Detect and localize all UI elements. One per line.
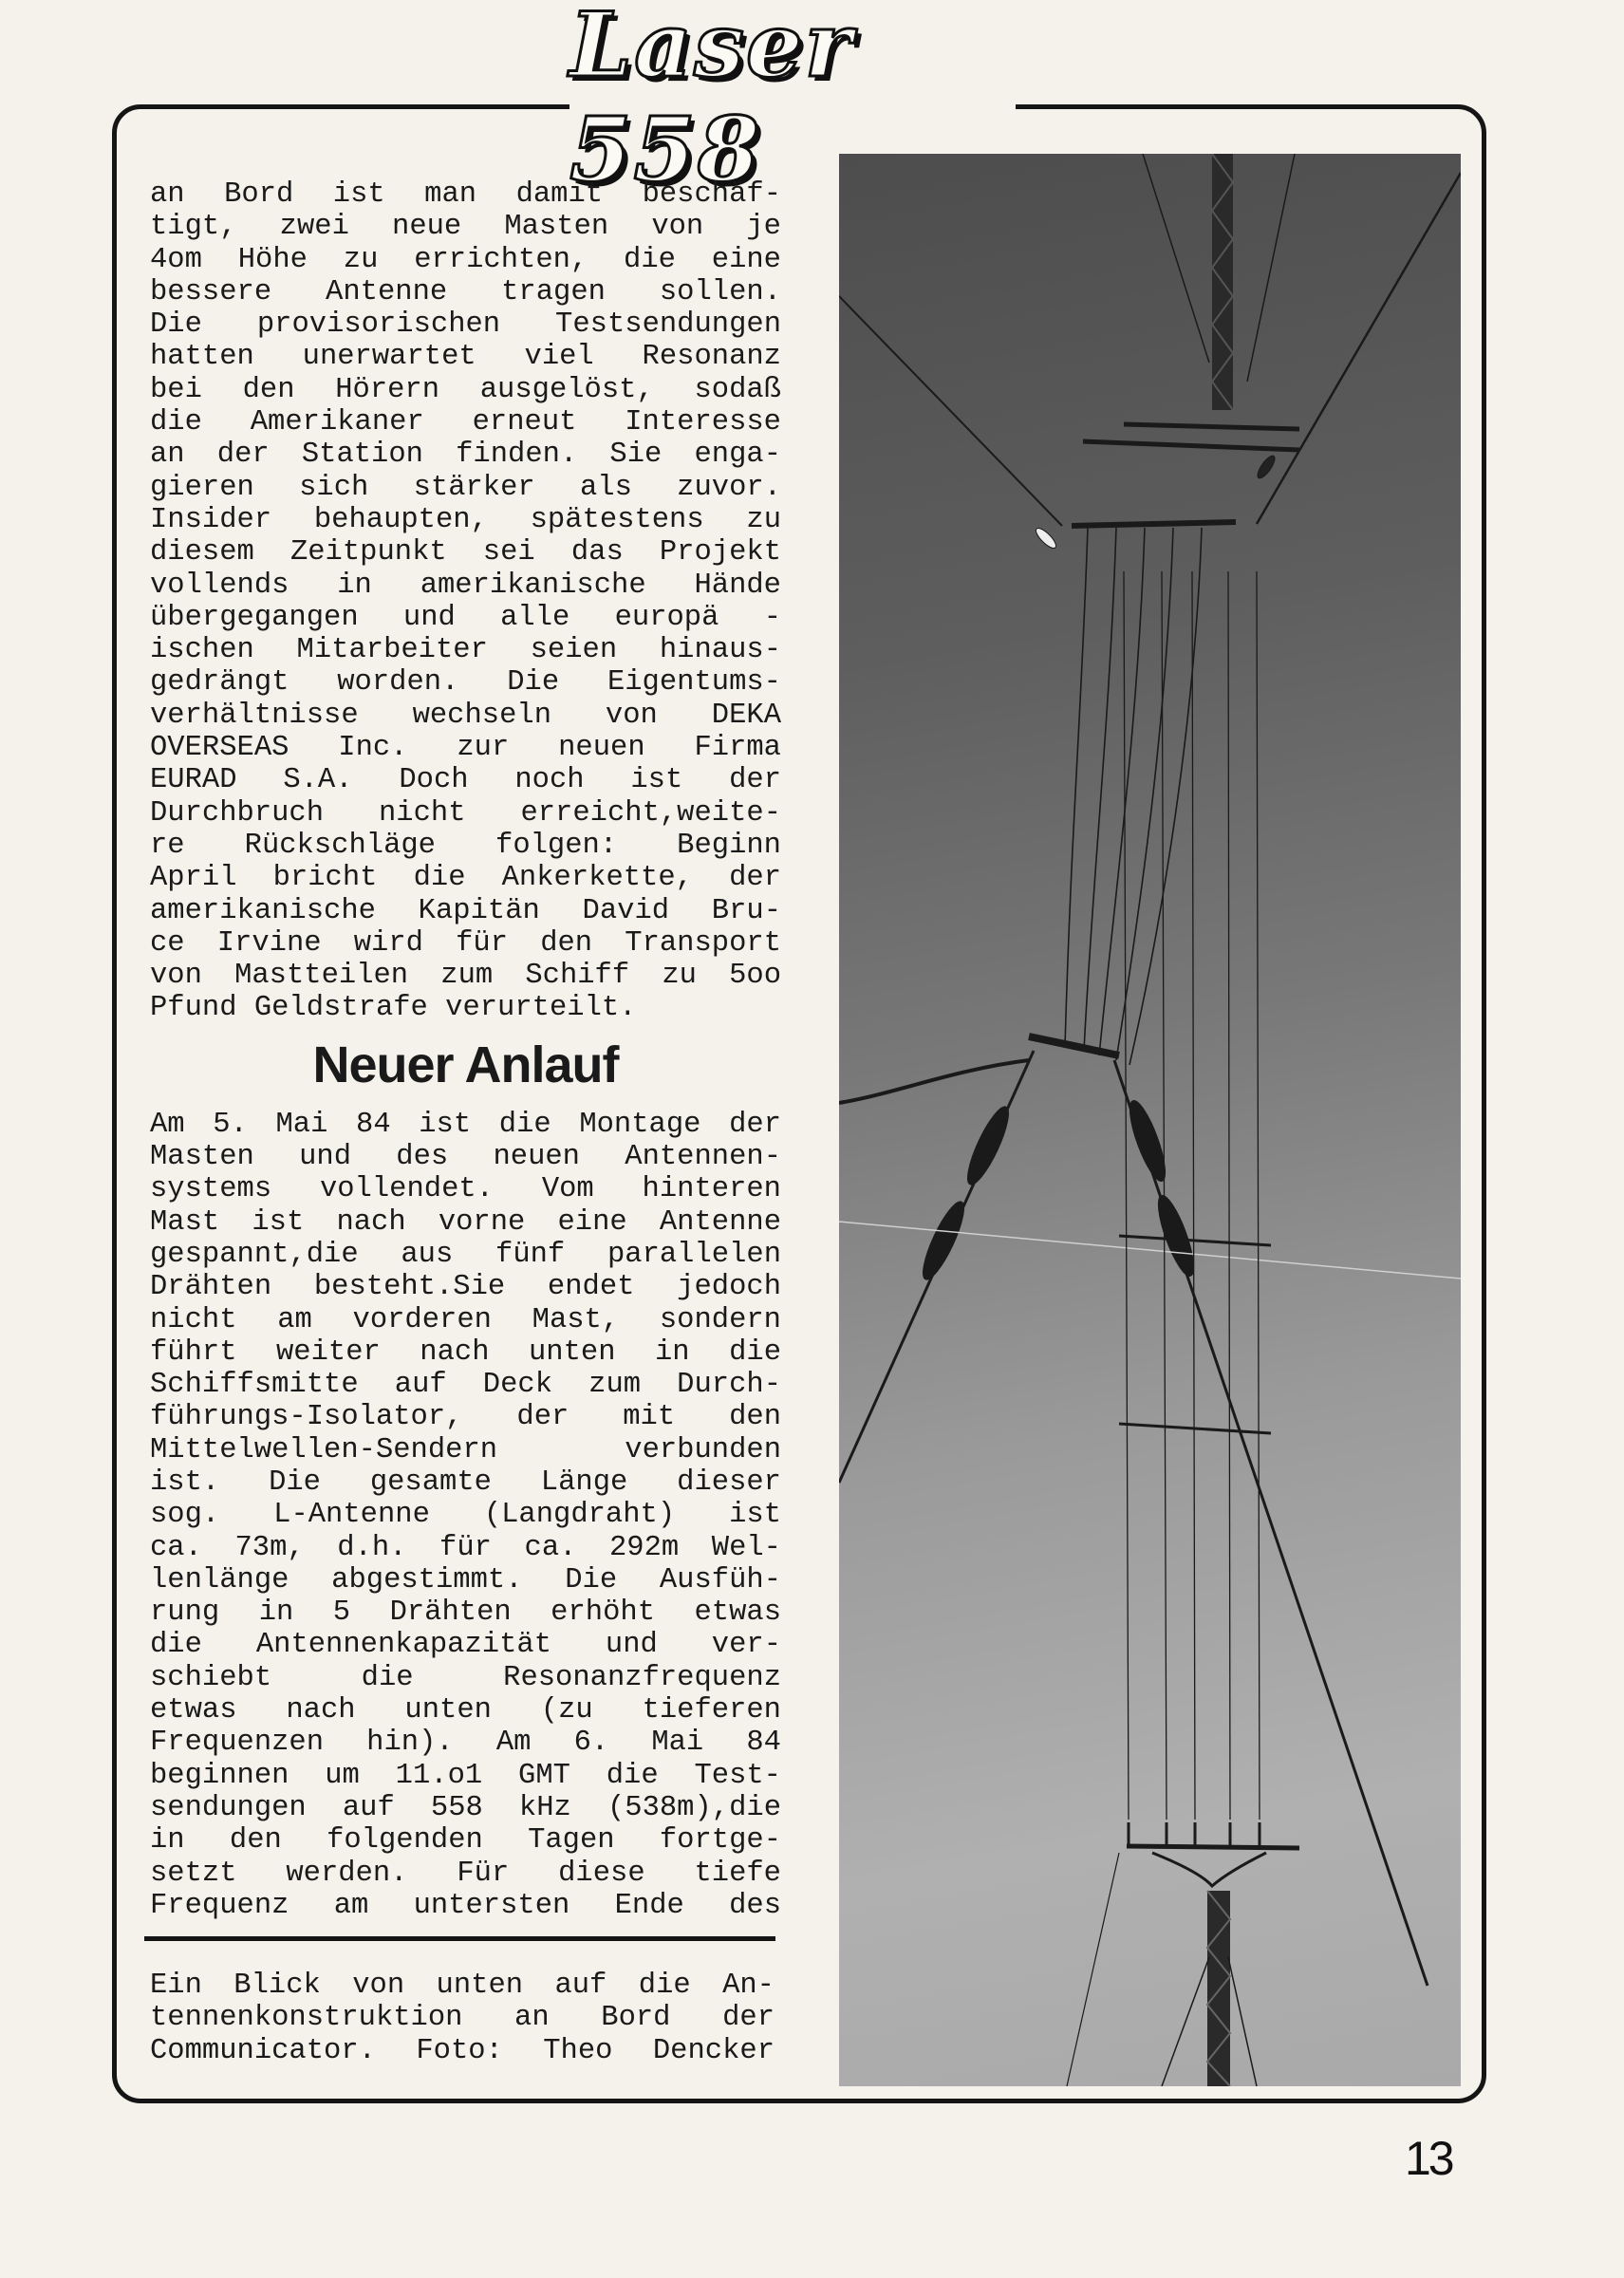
text-line: Insider behaupten, spätestens zu [150, 503, 781, 536]
antenna-illustration [839, 154, 1461, 2086]
text-line: sendungen auf 558 kHz (538m),die [150, 1791, 781, 1824]
text-line: re Rückschläge folgen: Beginn [150, 829, 781, 862]
text-line: Durchbruch nicht erreicht,weite- [150, 796, 781, 830]
text-line: ischen Mitarbeiter seien hinaus- [150, 634, 781, 667]
article-paragraph-2 [150, 1109, 781, 1922]
text-line: Schiffsmitte auf Deck zum Durch- [150, 1369, 781, 1402]
text-line: lenlänge abgestimmt. Die Ausfüh- [150, 1563, 781, 1596]
text-line: Am 5. Mai 84 ist die Montage der [150, 1108, 781, 1141]
text-line: setzt werden. Für diese tiefe [150, 1857, 781, 1890]
text-line: Die provisorischen Testsendungen [150, 308, 781, 342]
text-line: gespannt,die aus fünf parallelen [150, 1238, 781, 1271]
caption-divider [144, 1936, 775, 1941]
text-line: 4om Höhe zu errichten, die eine [150, 243, 781, 276]
text-line: gedrängt worden. Die Eigentums- [150, 666, 781, 700]
article-paragraph-1 [150, 178, 781, 1025]
text-line: von Mastteilen zum Schiff zu 5oo [150, 960, 781, 993]
text-line: vollends in amerikanische Hände [150, 569, 781, 602]
text-line: an Bord ist man damit beschäf- [150, 178, 781, 211]
page-number: 13 [1405, 2132, 1452, 2185]
text-line: Masten und des neuen Antennen- [150, 1141, 781, 1174]
text-line: führungs-Isolator, der mit den [150, 1401, 781, 1434]
text-line: Mittelwellen-Sendern verbunden [150, 1433, 781, 1466]
photo-caption [150, 1970, 775, 2067]
text-line: ca. 73m, d.h. für ca. 292m Wel- [150, 1531, 781, 1564]
section-heading: Neuer Anlauf [312, 1036, 619, 1093]
text-line: Mast ist nach vorne eine Antenne [150, 1205, 781, 1239]
text-line: OVERSEAS Inc. zur neuen Firma [150, 732, 781, 765]
caption-line: Communicator. Foto: Theo Dencker [150, 2034, 775, 2067]
text-line: in den folgenden Tagen fortge- [150, 1824, 781, 1858]
text-line: die Antennenkapazität und ver- [150, 1629, 781, 1662]
text-line: an der Station finden. Sie enga- [150, 439, 781, 472]
text-line: Drähten besteht.Sie endet jedoch [150, 1271, 781, 1304]
text-line: tigt, zwei neue Masten von je [150, 211, 781, 244]
text-line: systems vollendet. Vom hinteren [150, 1173, 781, 1206]
article-column [150, 178, 781, 1922]
text-line: gieren sich stärker als zuvor. [150, 471, 781, 504]
masthead-title: Laser 558 [569, 0, 854, 202]
caption-line: Ein Blick von unten auf die An- [150, 1970, 775, 2002]
text-line: bessere Antenne tragen sollen. [150, 275, 781, 308]
text-line: schiebt die Resonanzfrequenz [150, 1661, 781, 1694]
text-line: übergegangen und alle europä - [150, 601, 781, 634]
text-line: diesem Zeitpunkt sei das Projekt [150, 536, 781, 570]
text-line: Frequenzen hin). Am 6. Mai 84 [150, 1727, 781, 1760]
text-line: Frequenz am untersten Ende des [150, 1889, 781, 1922]
text-line: nicht am vorderen Mast, sondern [150, 1303, 781, 1336]
text-line: ist. Die gesamte Länge dieser [150, 1466, 781, 1499]
text-line: ce Irvine wird für den Transport [150, 926, 781, 960]
text-line: die Amerikaner erneut Interesse [150, 406, 781, 439]
text-line: amerikanische Kapitän David Bru- [150, 894, 781, 927]
text-line: bei den Hörern ausgelöst, sodaß [150, 373, 781, 406]
text-line: hatten unerwartet viel Resonanz [150, 341, 781, 374]
text-line: rung in 5 Drähten erhöht etwas [150, 1596, 781, 1630]
text-line: sog. L-Antenne (Langdraht) ist [150, 1499, 781, 1532]
text-line: verhältnisse wechseln von DEKA [150, 699, 781, 732]
masthead-logo [569, 0, 1016, 202]
text-line: beginnen um 11.o1 GMT die Test- [150, 1759, 781, 1792]
text-line: EURAD S.A. Doch noch ist der [150, 764, 781, 797]
text-line: führt weiter nach unten in die [150, 1335, 781, 1369]
caption-line: tennenkonstruktion an Bord der [150, 2002, 775, 2035]
antenna-photo [839, 154, 1461, 2086]
text-line: Pfund Geldstrafe verurteilt. [150, 992, 637, 1025]
text-line: etwas nach unten (zu tieferen [150, 1694, 781, 1727]
text-line: April bricht die Ankerkette, der [150, 862, 781, 895]
